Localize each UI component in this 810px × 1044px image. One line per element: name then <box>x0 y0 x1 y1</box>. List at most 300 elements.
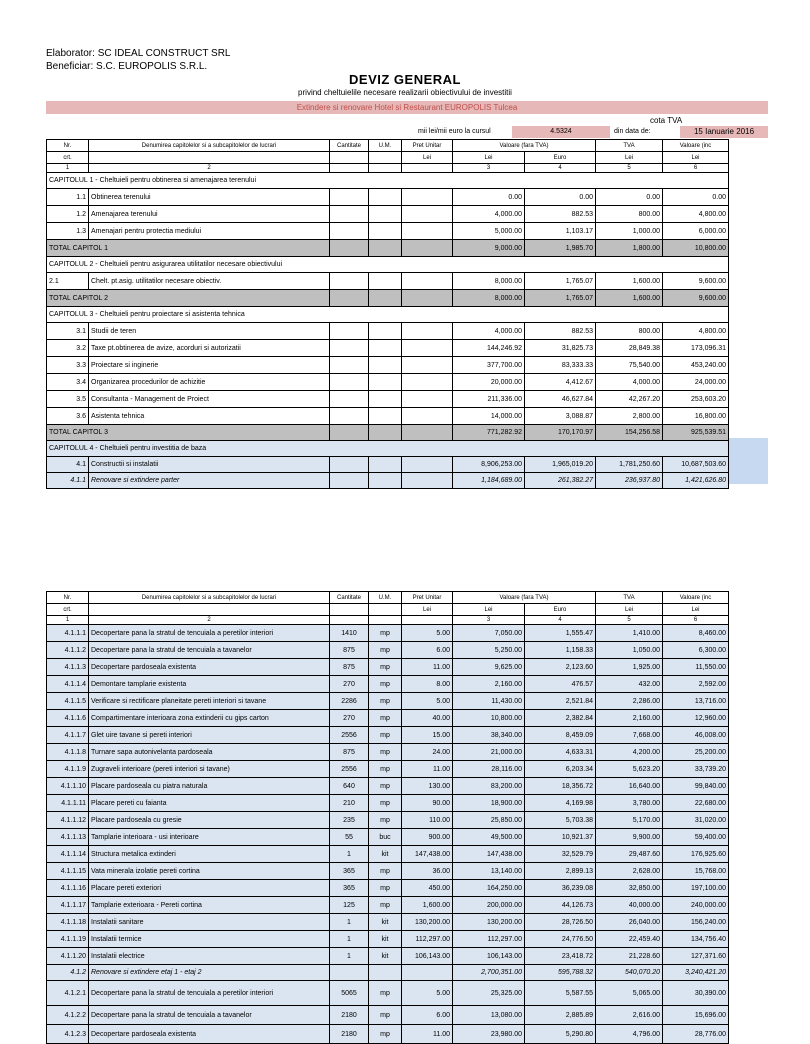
row-name: Decopertare pardoseala existenta <box>89 1025 330 1044</box>
row-quantity: 1 <box>330 846 369 863</box>
column-header-euro: Euro <box>525 604 596 616</box>
row-value-lei: 9,625.00 <box>453 659 525 676</box>
row-unit-price: 450.00 <box>402 880 453 897</box>
row-unit: mp <box>369 778 402 795</box>
blank-cell <box>330 290 369 307</box>
rate-date-label: din data de: <box>614 128 651 135</box>
rate-date-value[interactable]: 15 Ianuarie 2016 <box>680 126 768 138</box>
row-total: 11,550.00 <box>663 659 729 676</box>
row-total: 173,096.31 <box>663 340 729 357</box>
table-row[interactable] <box>47 795 729 812</box>
row-value-lei: 147,438.00 <box>453 846 525 863</box>
total-tva: 1,600.00 <box>596 290 663 307</box>
column-header-cantitate: Cantitate <box>330 140 369 152</box>
row-name: Decopertare pardoseala existenta <box>89 659 330 676</box>
row-value-euro: 8,459.09 <box>525 727 596 744</box>
row-unit-price: 6.00 <box>402 1006 453 1025</box>
row-number: 4.1.2.1 <box>47 981 89 1006</box>
column-header-lei: Lei <box>453 604 525 616</box>
document-header <box>46 47 231 73</box>
row-unit: mp <box>369 981 402 1006</box>
row-total: 3,240,421.20 <box>663 965 729 981</box>
chapter-row <box>47 307 729 323</box>
row-quantity: 1 <box>330 914 369 931</box>
table-row[interactable] <box>47 206 729 223</box>
row-unit-price <box>402 391 453 408</box>
row-value-lei: 10,800.00 <box>453 710 525 727</box>
column-header-index-3: 3 <box>453 164 525 173</box>
row-total: 6,000.00 <box>663 223 729 240</box>
detail-table <box>46 591 729 1044</box>
header-row <box>47 592 729 604</box>
column-header-cantitate: Cantitate <box>330 592 369 604</box>
row-unit <box>369 206 402 223</box>
row-name: Amenajari pentru protectia mediului <box>89 223 330 240</box>
total-value: 9,600.00 <box>663 290 729 307</box>
row-unit <box>369 223 402 240</box>
row-total: 253,603.20 <box>663 391 729 408</box>
row-value-euro: 5,290.80 <box>525 1025 596 1044</box>
column-header-index-1: 1 <box>47 616 89 625</box>
blank-cell <box>402 290 453 307</box>
row-name: Constructii si instalatii <box>89 457 330 473</box>
table-row[interactable] <box>47 473 729 489</box>
table-row[interactable] <box>47 676 729 693</box>
row-quantity <box>330 965 369 981</box>
row-unit <box>369 189 402 206</box>
total-label: TOTAL CAPITOL 2 <box>47 290 330 307</box>
row-unit: kit <box>369 931 402 948</box>
row-value-euro: 18,356.72 <box>525 778 596 795</box>
row-unit <box>369 457 402 473</box>
row-total: 33,739.20 <box>663 761 729 778</box>
total-lei: 8,000.00 <box>453 290 525 307</box>
row-unit <box>369 273 402 290</box>
row-number: 4.1.2 <box>47 965 89 981</box>
blank-cell <box>402 425 453 441</box>
table-row[interactable] <box>47 761 729 778</box>
row-value-euro: 4,169.98 <box>525 795 596 812</box>
document-subtitle: privind cheltuielile necesare realizarii obiectivului de investitii <box>298 88 512 97</box>
row-value-lei: 144,246.92 <box>453 340 525 357</box>
row-value-lei: 11,430.00 <box>453 693 525 710</box>
column-header-blank <box>330 164 369 173</box>
row-total: 4,800.00 <box>663 323 729 340</box>
column-header-index-5: 5 <box>596 164 663 173</box>
row-value-euro: 261,382.27 <box>525 473 596 489</box>
row-unit: mp <box>369 1025 402 1044</box>
table-row[interactable] <box>47 863 729 880</box>
table-row[interactable] <box>47 273 729 290</box>
column-header-pret: Pret Unitar <box>402 592 453 604</box>
table-row[interactable] <box>47 965 729 981</box>
row-value-lei: 2,700,351.00 <box>453 965 525 981</box>
table-row[interactable] <box>47 812 729 829</box>
total-lei: 771,282.92 <box>453 425 525 441</box>
row-total: 46,008.00 <box>663 727 729 744</box>
table-row[interactable] <box>47 457 729 473</box>
row-name: Turnare sapa autonivelanta pardoseala <box>89 744 330 761</box>
chapter-title: CAPITOLUL 3 - Cheltuieli pentru proiectare si asistenta tehnica <box>47 307 729 323</box>
row-tva: 2,286.00 <box>596 693 663 710</box>
row-total: 453,240.00 <box>663 357 729 374</box>
row-value-lei: 49,500.00 <box>453 829 525 846</box>
table-row[interactable] <box>47 1025 729 1044</box>
row-value-euro: 2,382.84 <box>525 710 596 727</box>
row-value-euro: 2,885.89 <box>525 1006 596 1025</box>
row-unit-price <box>402 374 453 391</box>
row-total: 59,400.00 <box>663 829 729 846</box>
row-number: 3.1 <box>47 323 89 340</box>
row-value-lei: 164,250.00 <box>453 880 525 897</box>
row-tva: 236,937.80 <box>596 473 663 489</box>
row-number: 3.3 <box>47 357 89 374</box>
column-header-index-4: 4 <box>525 616 596 625</box>
row-value-euro: 31,825.73 <box>525 340 596 357</box>
blank-cell <box>402 240 453 257</box>
row-total: 30,390.00 <box>663 981 729 1006</box>
total-label: TOTAL CAPITOL 3 <box>47 425 330 441</box>
table-row[interactable] <box>47 642 729 659</box>
row-unit-price <box>402 189 453 206</box>
row-name: Placare pereti exteriori <box>89 880 330 897</box>
row-tva: 800.00 <box>596 323 663 340</box>
row-number: 4.1.1.4 <box>47 676 89 693</box>
row-tva: 2,628.00 <box>596 863 663 880</box>
row-total: 156,240.00 <box>663 914 729 931</box>
row-quantity <box>330 457 369 473</box>
row-name: Renovare si extindere etaj 1 - etaj 2 <box>89 965 330 981</box>
table-row[interactable] <box>47 659 729 676</box>
row-unit <box>369 408 402 425</box>
table-row[interactable] <box>47 408 729 425</box>
table-row[interactable] <box>47 897 729 914</box>
row-value-lei: 7,050.00 <box>453 625 525 642</box>
header-row <box>47 164 729 173</box>
column-header-nr: Nr. <box>47 592 89 604</box>
chapter-row <box>47 441 729 457</box>
summary-table <box>46 139 729 489</box>
row-unit: kit <box>369 914 402 931</box>
row-value-euro: 2,899.13 <box>525 863 596 880</box>
column-header-index-2: 2 <box>89 616 330 625</box>
row-quantity <box>330 374 369 391</box>
row-value-euro: 5,703.38 <box>525 812 596 829</box>
row-quantity <box>330 408 369 425</box>
row-value-euro: 595,788.32 <box>525 965 596 981</box>
row-quantity <box>330 357 369 374</box>
row-unit-price <box>402 340 453 357</box>
row-number: 1.2 <box>47 206 89 223</box>
row-value-lei: 13,080.00 <box>453 1006 525 1025</box>
row-number: 4.1.1.17 <box>47 897 89 914</box>
row-tva: 4,796.00 <box>596 1025 663 1044</box>
row-value-euro: 1,158.33 <box>525 642 596 659</box>
column-header-index-6: 6 <box>663 616 729 625</box>
row-tva: 26,040.00 <box>596 914 663 931</box>
document-title: DEVIZ GENERAL <box>349 72 461 87</box>
row-unit: mp <box>369 693 402 710</box>
table-row[interactable] <box>47 1006 729 1025</box>
row-unit: mp <box>369 812 402 829</box>
row-unit-price: 15.00 <box>402 727 453 744</box>
row-tva: 1,925.00 <box>596 659 663 676</box>
row-quantity: 365 <box>330 880 369 897</box>
row-number: 3.4 <box>47 374 89 391</box>
row-quantity <box>330 323 369 340</box>
column-header-valoare: Valoare (fara TVA) <box>453 592 596 604</box>
row-total: 8,460.00 <box>663 625 729 642</box>
row-number: 1.1 <box>47 189 89 206</box>
row-name: Verificare si rectificare planeitate pereti interiori si tavane <box>89 693 330 710</box>
row-total: 24,000.00 <box>663 374 729 391</box>
row-name: Vata minerala izolatie pereti cortina <box>89 863 330 880</box>
column-header-blank <box>369 152 402 164</box>
row-name: Placare pardoseala cu piatra naturala <box>89 778 330 795</box>
row-value-euro: 10,921.37 <box>525 829 596 846</box>
row-number: 1.3 <box>47 223 89 240</box>
table-row[interactable] <box>47 829 729 846</box>
table-row[interactable] <box>47 223 729 240</box>
row-unit: buc <box>369 829 402 846</box>
exchange-rate-value[interactable]: 4.5324 <box>512 126 610 138</box>
table-row[interactable] <box>47 693 729 710</box>
row-number: 4.1.1.1 <box>47 625 89 642</box>
column-header-um: U.M. <box>369 140 402 152</box>
row-value-lei: 0.00 <box>453 189 525 206</box>
row-tva: 9,900.00 <box>596 829 663 846</box>
row-unit: mp <box>369 625 402 642</box>
row-quantity <box>330 223 369 240</box>
row-value-lei: 130,200.00 <box>453 914 525 931</box>
table-row[interactable] <box>47 710 729 727</box>
row-tva: 1,000.00 <box>596 223 663 240</box>
table-row[interactable] <box>47 914 729 931</box>
blank-cell <box>330 425 369 441</box>
row-unit-price <box>402 357 453 374</box>
row-unit-price <box>402 457 453 473</box>
blank-cell <box>330 240 369 257</box>
table-row[interactable] <box>47 189 729 206</box>
table-row[interactable] <box>47 727 729 744</box>
row-tva: 540,070.20 <box>596 965 663 981</box>
row-unit-price <box>402 408 453 425</box>
row-number: 4.1.1.13 <box>47 829 89 846</box>
row-unit-price <box>402 323 453 340</box>
row-unit-price: 90.00 <box>402 795 453 812</box>
row-value-lei: 25,850.00 <box>453 812 525 829</box>
row-quantity: 2180 <box>330 1025 369 1044</box>
row-quantity: 875 <box>330 642 369 659</box>
column-header-index-3: 3 <box>453 616 525 625</box>
table-row[interactable] <box>47 778 729 795</box>
chapter-total-row <box>47 240 729 257</box>
row-value-lei: 18,900.00 <box>453 795 525 812</box>
chapter-title: CAPITOLUL 1 - Cheltuieli pentru obtinerea si amenajarea terenului <box>47 173 729 189</box>
row-value-euro: 4,412.67 <box>525 374 596 391</box>
row-unit-price: 130.00 <box>402 778 453 795</box>
row-value-euro: 1,765.07 <box>525 273 596 290</box>
row-number: 4.1.1.8 <box>47 744 89 761</box>
row-total: 13,716.00 <box>663 693 729 710</box>
row-quantity <box>330 189 369 206</box>
row-unit: mp <box>369 795 402 812</box>
row-tva: 40,000.00 <box>596 897 663 914</box>
column-header-blank <box>369 604 402 616</box>
column-header-blank <box>330 616 369 625</box>
row-value-lei: 83,200.00 <box>453 778 525 795</box>
total-tva: 154,256.58 <box>596 425 663 441</box>
row-total: 2,592.00 <box>663 676 729 693</box>
row-total: 31,020.00 <box>663 812 729 829</box>
row-name: Zugraveli interioare (pereti interiori si tavane) <box>89 761 330 778</box>
row-unit-price: 24.00 <box>402 744 453 761</box>
row-unit-price: 8.00 <box>402 676 453 693</box>
row-value-euro: 0.00 <box>525 189 596 206</box>
row-name: Structura metalica extinderi <box>89 846 330 863</box>
table-row[interactable] <box>47 625 729 642</box>
row-unit <box>369 965 402 981</box>
row-value-euro: 2,521.84 <box>525 693 596 710</box>
row-tva: 4,200.00 <box>596 744 663 761</box>
table-row[interactable] <box>47 391 729 408</box>
row-unit: mp <box>369 642 402 659</box>
header-row <box>47 616 729 625</box>
row-total: 99,840.00 <box>663 778 729 795</box>
row-name: Decopertare pana la stratul de tencuiala a peretilor interiori <box>89 625 330 642</box>
row-quantity: 270 <box>330 710 369 727</box>
row-value-euro: 36,239.08 <box>525 880 596 897</box>
row-total: 15,768.00 <box>663 863 729 880</box>
column-header-blank <box>89 152 330 164</box>
row-value-euro: 1,965,019.20 <box>525 457 596 473</box>
row-name: Instalatii termice <box>89 931 330 948</box>
row-value-lei: 1,184,689.00 <box>453 473 525 489</box>
row-total: 176,925.60 <box>663 846 729 863</box>
row-unit-price <box>402 223 453 240</box>
row-value-euro: 23,418.72 <box>525 948 596 965</box>
project-name-bar: Extindere si renovare Hotel si Restaurant EUROPOLIS Tulcea <box>46 101 768 114</box>
chapter-total-row <box>47 425 729 441</box>
row-unit: mp <box>369 863 402 880</box>
table-row[interactable] <box>47 744 729 761</box>
total-lei: 9,000.00 <box>453 240 525 257</box>
row-value-lei: 106,143.00 <box>453 948 525 965</box>
row-total: 134,756.40 <box>663 931 729 948</box>
row-unit-price: 5.00 <box>402 625 453 642</box>
row-value-lei: 8,000.00 <box>453 273 525 290</box>
table-row[interactable] <box>47 357 729 374</box>
column-header-tva: TVA <box>596 140 663 152</box>
column-header-blank <box>402 616 453 625</box>
row-unit <box>369 340 402 357</box>
row-value-euro: 5,587.55 <box>525 981 596 1006</box>
row-total: 25,200.00 <box>663 744 729 761</box>
row-quantity <box>330 340 369 357</box>
row-quantity: 2286 <box>330 693 369 710</box>
row-number: 4.1.1.9 <box>47 761 89 778</box>
header-row <box>47 604 729 616</box>
table-row[interactable] <box>47 323 729 340</box>
row-tva: 800.00 <box>596 206 663 223</box>
row-value-euro: 83,333.33 <box>525 357 596 374</box>
row-unit: mp <box>369 761 402 778</box>
column-header-blank <box>330 604 369 616</box>
table-row[interactable] <box>47 948 729 965</box>
row-quantity: 235 <box>330 812 369 829</box>
row-unit-price: 5.00 <box>402 693 453 710</box>
row-unit-price <box>402 273 453 290</box>
row-total: 127,371.60 <box>663 948 729 965</box>
row-name: Glet uire tavane si pereti interiori <box>89 727 330 744</box>
total-euro: 170,170.97 <box>525 425 596 441</box>
row-value-lei: 211,336.00 <box>453 391 525 408</box>
blank-cell <box>369 290 402 307</box>
exchange-rate-label: mii lei/mii euro la cursul <box>418 128 491 135</box>
row-tva: 0.00 <box>596 189 663 206</box>
row-value-lei: 377,700.00 <box>453 357 525 374</box>
row-number: 4.1.1.11 <box>47 795 89 812</box>
row-value-euro: 46,627.84 <box>525 391 596 408</box>
row-name: Obtinerea terenului <box>89 189 330 206</box>
row-name: Studii de teren <box>89 323 330 340</box>
row-tva: 2,160.00 <box>596 710 663 727</box>
row-value-euro: 1,103.17 <box>525 223 596 240</box>
column-header-nr: Nr. <box>47 140 89 152</box>
row-name: Organizarea procedurilor de achizitie <box>89 374 330 391</box>
row-tva: 432.00 <box>596 676 663 693</box>
table-row[interactable] <box>47 981 729 1006</box>
row-unit-price <box>402 473 453 489</box>
table-row[interactable] <box>47 846 729 863</box>
column-header-lei: Lei <box>596 604 663 616</box>
table-row[interactable] <box>47 880 729 897</box>
exchange-rate-row <box>46 126 768 138</box>
row-tva: 22,459.40 <box>596 931 663 948</box>
row-unit-price: 36.00 <box>402 863 453 880</box>
row-quantity: 2556 <box>330 727 369 744</box>
cota-tva-label: cota TVA <box>650 116 683 125</box>
row-total: 15,696.00 <box>663 1006 729 1025</box>
row-number: 4.1.1.5 <box>47 693 89 710</box>
row-number: 3.5 <box>47 391 89 408</box>
row-value-lei: 200,000.00 <box>453 897 525 914</box>
row-number: 2.1 <box>47 273 89 290</box>
row-total: 28,776.00 <box>663 1025 729 1044</box>
row-unit: mp <box>369 744 402 761</box>
row-value-euro: 44,126.73 <box>525 897 596 914</box>
row-value-lei: 14,000.00 <box>453 408 525 425</box>
row-tva: 2,616.00 <box>596 1006 663 1025</box>
row-name: Demontare tamplarie existenta <box>89 676 330 693</box>
row-quantity: 1410 <box>330 625 369 642</box>
row-number: 4.1.1.7 <box>47 727 89 744</box>
row-name: Renovare si extindere parter <box>89 473 330 489</box>
row-quantity <box>330 273 369 290</box>
table-row[interactable] <box>47 340 729 357</box>
column-header-denumire: Denumirea capitolelor si a subcapitolelor de lucrari <box>89 140 330 152</box>
row-number: 4.1.1.12 <box>47 812 89 829</box>
total-euro: 1,985.70 <box>525 240 596 257</box>
row-number: 4.1.1.20 <box>47 948 89 965</box>
chapter-title: CAPITOLUL 2 - Cheltuieli pentru asigurarea utilitatilor necesare obiectivului <box>47 257 729 273</box>
row-value-lei: 25,325.00 <box>453 981 525 1006</box>
column-header-lei: Lei <box>663 152 729 164</box>
beneficiar-line: Beneficiar: S.C. EUROPOLIS S.R.L. <box>46 61 208 72</box>
table-row[interactable] <box>47 931 729 948</box>
table-row[interactable] <box>47 374 729 391</box>
row-unit-price: 110.00 <box>402 812 453 829</box>
